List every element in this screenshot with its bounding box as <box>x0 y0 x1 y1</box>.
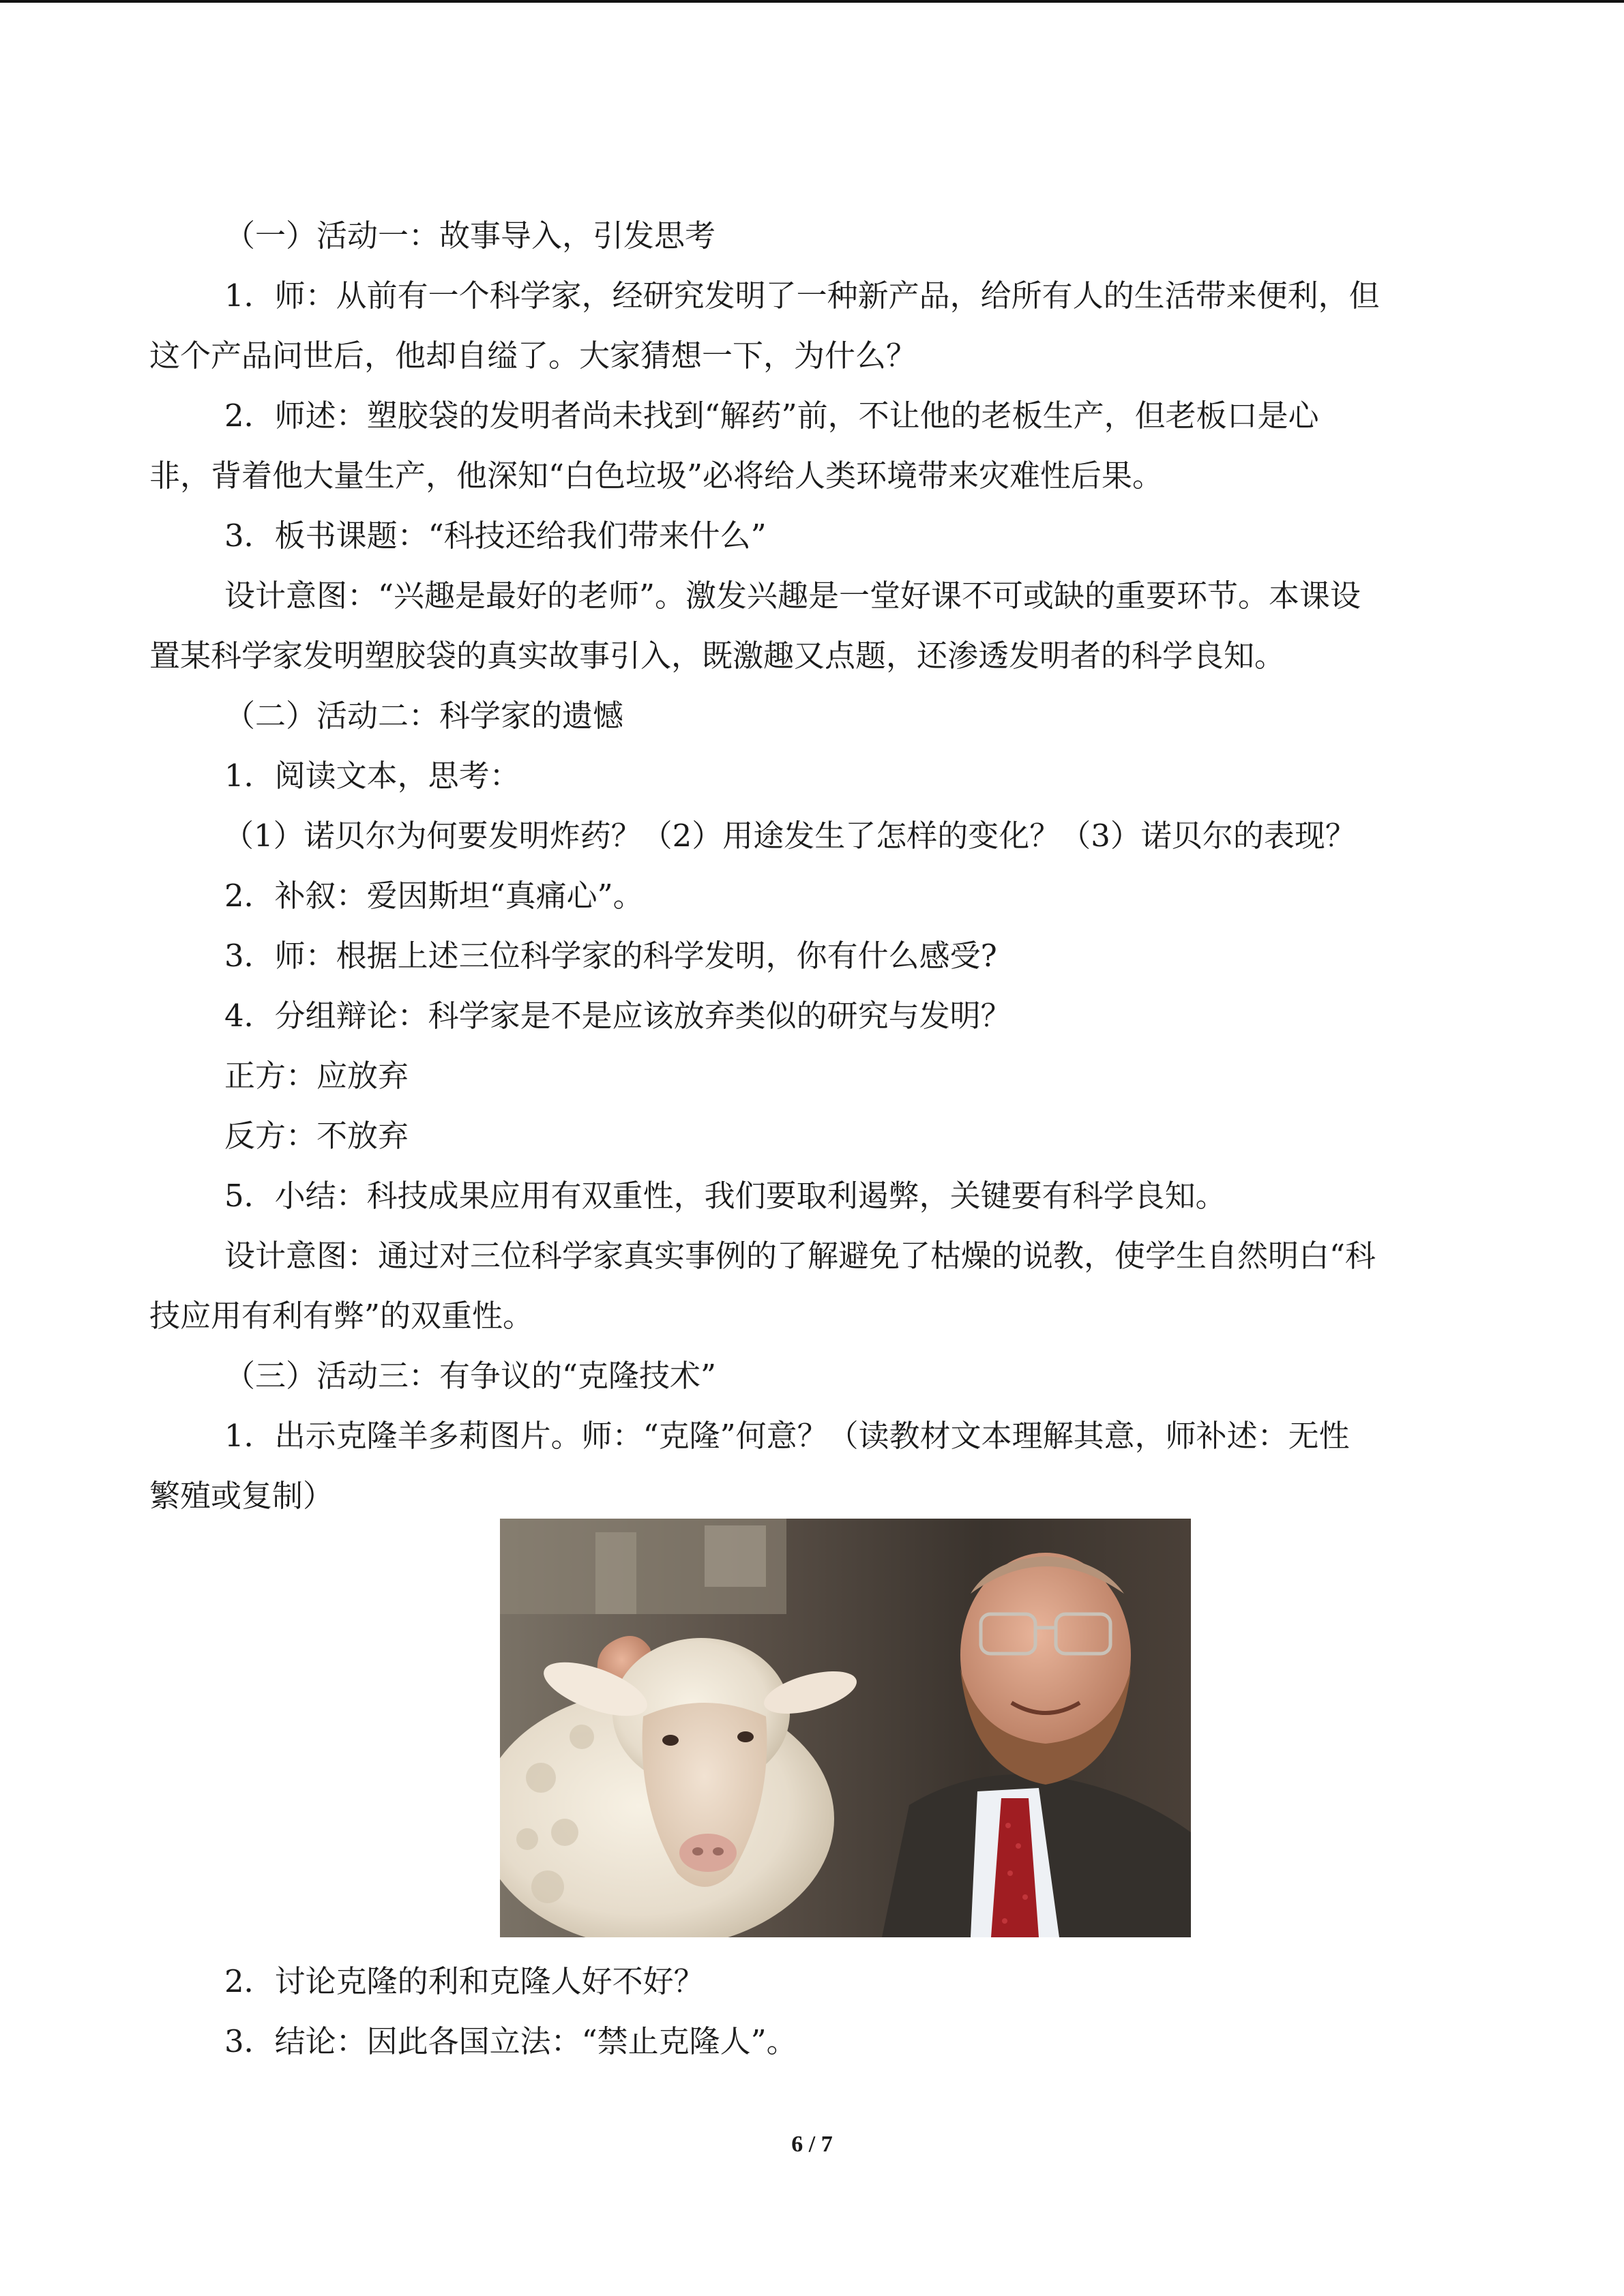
document-body <box>149 206 1466 1526</box>
dolly-sheep-photo <box>500 1519 1191 1937</box>
paragraph-line: 这个产品问世后，他却自缢了。大家猜想一下，为什么？ <box>149 338 917 374</box>
paragraph-line: 4．分组辩论：科学家是不是应该放弃类似的研究与发明？ <box>224 998 1012 1034</box>
debate-con: 反方：不放弃 <box>224 1118 409 1154</box>
section-heading-1: （一）活动一：故事导入，引发思考 <box>224 218 716 254</box>
page-number: 6 / 7 <box>791 2132 833 2157</box>
top-border <box>0 0 1624 3</box>
paragraph-line: 非，背着他大量生产，他深知“白色垃圾”必将给人类环境带来灾难性后果。 <box>149 458 1164 494</box>
design-intent-line: 技应用有利有弊”的双重性。 <box>149 1298 534 1334</box>
paragraph-line: 2．讨论克隆的利和克隆人好不好？ <box>224 1963 705 1999</box>
section-heading-3: （三）活动三：有争议的“克隆技术” <box>224 1358 717 1394</box>
paragraph-line: 3．师：根据上述三位科学家的科学发明，你有什么感受? <box>224 938 997 974</box>
paragraph-line: 1．阅读文本，思考： <box>224 758 520 794</box>
design-intent-line: 设计意图：通过对三位科学家真实事例的了解避免了枯燥的说教，使学生自然明白“科 <box>224 1238 1376 1274</box>
paragraph-line: 2．师述：塑胶袋的发明者尚未找到“解药”前，不让他的老板生产，但老板口是心 <box>224 398 1319 434</box>
paragraph-line: 5．小结：科技成果应用有双重性，我们要取利遏弊，关键要有科学良知。 <box>224 1178 1226 1214</box>
paragraph-line: 3．结论：因此各国立法：“禁止克隆人”。 <box>224 2023 797 2059</box>
question-line: （1）诺贝尔为何要发明炸药？（2）用途发生了怎样的变化？（3）诺贝尔的表现？ <box>223 818 1356 854</box>
paragraph-line: 2．补叙：爱因斯坦“真痛心”。 <box>224 878 644 914</box>
paragraph-line: 繁殖或复制） <box>149 1478 334 1514</box>
paragraph-line: 3．板书课题：“科技还给我们带来什么” <box>224 518 767 554</box>
paragraph-line: 1．师：从前有一个科学家，经研究发明了一种新产品，给所有人的生活带来便利，但 <box>224 278 1380 314</box>
design-intent-line: 置某科学家发明塑胶袋的真实故事引入，既激趣又点题，还渗透发明者的科学良知。 <box>149 638 1286 674</box>
debate-pro: 正方：应放弃 <box>224 1058 409 1094</box>
document-body-lower <box>149 1952 1466 2072</box>
paragraph-line: 1．出示克隆羊多莉图片。师：“克隆”何意？（读教材文本理解其意，师补述：无性 <box>224 1418 1350 1454</box>
design-intent-line: 设计意图：“兴趣是最好的老师”。激发兴趣是一堂好课不可或缺的重要环节。本课设 <box>224 578 1361 614</box>
section-heading-2: （二）活动二：科学家的遗憾 <box>224 698 624 734</box>
